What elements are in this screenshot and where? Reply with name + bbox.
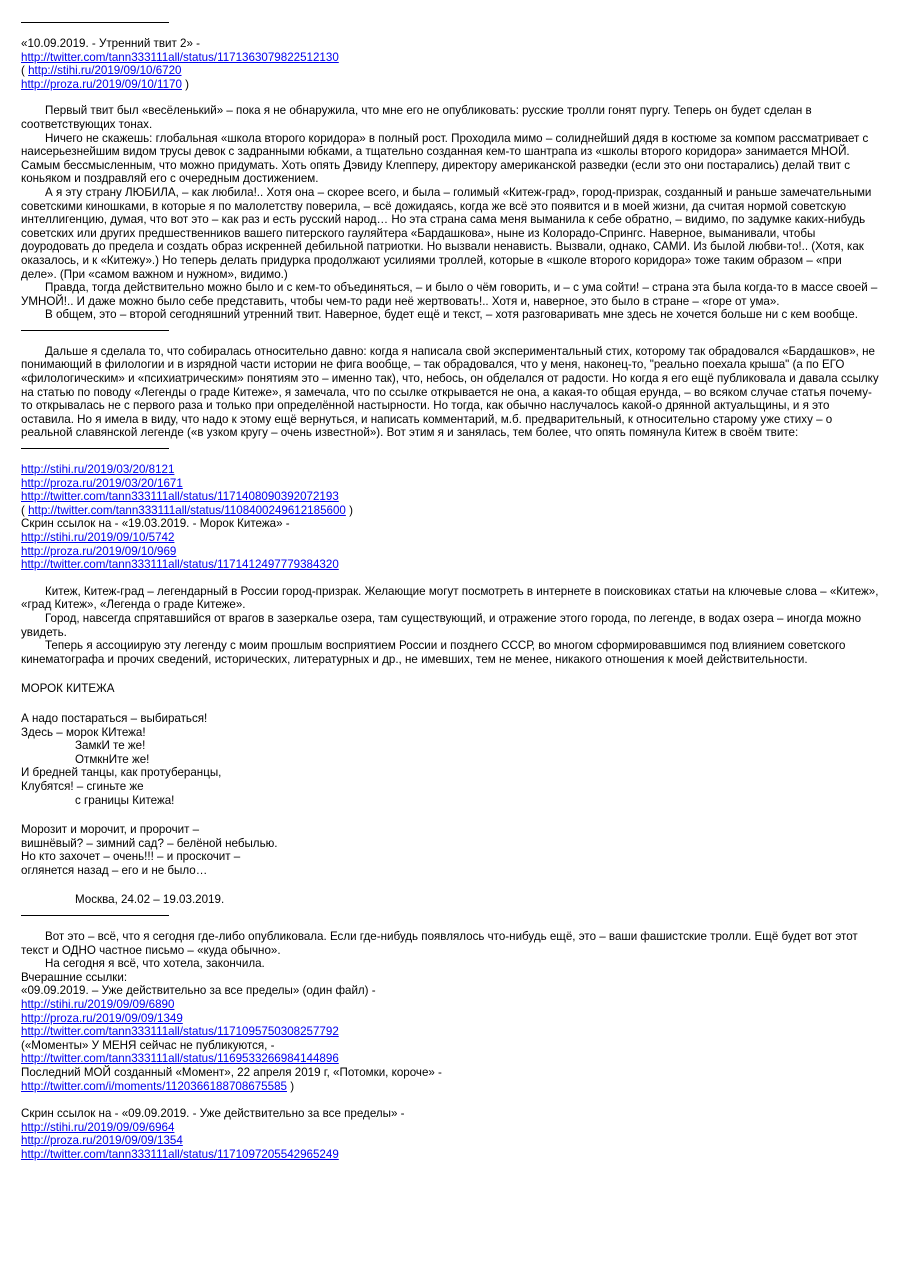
poem-line: ЗамкИ те же! (75, 739, 146, 753)
poem-line: Клубятся! – сгиньте же (21, 779, 144, 793)
paragraph: А я эту страну ЛЮБИЛА, – как любила!.. Хотя она – скорее всего, и была – голимый «Китеж-град», город-призрак, созданный и раньше замечательными советскими киношками, в которые я по малолетству поверила, – всё дожидаясь, когда же всё это появится и в моей жизни, да считая нормой советскую интеллигенцию, думая, что вот это – как раз и есть русский народ… Но эта страна сама меня выманила к себе обратно, – видимо, по задумке каких-нибудь советских или других предшественников вашего питерского гауляйтера «Бардашкова», ныне из Колорадо-Спрингс. Наверное, выманивали, чтобы доуродовать до предела и создать образ искренней дебильной патриотки. Но вызвали ненависть. Вызвали, однако, САМИ. Из былой любви-то!.. (Хотя, как оказалось, и к «Китежу».) Но теперь делать придурка продолжают усилиями троллей, которые в «школе второго коридора» тоже таким образом – «при деле». (При «самом важном и нужном», видимо.) (21, 185, 872, 281)
screen-links-caption: Скрин ссылок на - «19.03.2019. - Морок Китежа» - (21, 517, 290, 531)
paragraph: Дальше я сделала то, что собиралась относительно давно: когда я написала свой экспериментальный стих, которому так обрадовался «Бардашков», не понимающий в филологии и в изрядной части истории не фига вообще, – так обрадовался, что у меня, наконец-то, "реально поехала крыша" (а по ЕГО «филологическим» и «психиатрическим» понятиям это – именно так), что, небось, он обделался от радости. Но когда я его ещё публиковала и давала ссылку на статью по поводу «Легенды о граде Китеже», я замечала, что по ссылке открывается не она, а какая-то общая ерунда, – во всяком случае статья почему-то открывалась не с первого раза и только при определённой настырности. Но тогда, как обычно наслучалось какой-о дрянной актуальщины, и я это оставила. Но я имела в виду, что надо к этому ещё вернуться, и написать комментарий, м.б. предварительный, к относительно старому уже стиху – о реальной славянской легенде («в узком кругу – очень известной»). Вот этим я и занялась, тем более, что опять помянула Китеж в своём твите: (21, 344, 879, 440)
poem-line: И бредней танцы, как протуберанцы, (21, 766, 222, 780)
stihi-link[interactable]: http://stihi.ru/2019/09/10/5742 (21, 531, 175, 544)
paren-close: ) (181, 77, 190, 91)
tweet-header: «10.09.2019. - Утренний твит 2» - (21, 37, 201, 50)
paren-open: ( (21, 503, 29, 517)
twitter-link[interactable]: http://twitter.com/tann333111all/status/1169533266984144896 (21, 1052, 339, 1066)
twitter-link[interactable]: http://twitter.com/tann333111all/status/1171363079822512130 (21, 50, 339, 64)
poem-line: Морозит и морочит, и пророчит – (21, 823, 200, 837)
moments-link[interactable]: http://twitter.com/i/moments/1120366188708675585 (21, 1079, 287, 1093)
paragraph: Правда, тогда действительно можно было и с кем-то объединяться, – и было о чём говорить, и – с ума сойти! – страна эта была когда-то в массе своей – УМНОЙ!.. И даже можно было себе представить, чтобы чем-то ради неё жертвовать!.. Хотя и, наверное, это было в стране – «горе от ума». (21, 281, 878, 308)
screen-links-caption: Скрин ссылок на - «09.09.2019. - Уже действительно за все пределы» - (21, 1107, 405, 1121)
paragraph: Теперь я ассоциирую эту легенду с моим прошлым восприятием России и позднего СССР, во многом сформировавшимся под влиянием советского кинематографа и прочих сведений, исторических, литературных и др., не имевших, тем не менее, никакого отношения к моей действительности. (21, 639, 846, 666)
poem-line: оглянется назад – его и не было… (21, 863, 208, 877)
poem-line: Но кто захочет – очень!!! – и проскочит – (21, 850, 241, 864)
proza-link[interactable]: http://proza.ru/2019/09/09/1349 (21, 1011, 183, 1025)
stihi-link[interactable]: http://stihi.ru/2019/03/20/8121 (21, 463, 175, 477)
twitter-link[interactable]: http://twitter.com/tann333111all/status/1171408090392072193 (21, 490, 339, 504)
last-moment-note: Последний МОЙ созданный «Момент», 22 апреля 2019 г, «Потомки, короче» - (21, 1066, 442, 1079)
paragraph: Ничего не скажешь: глобальная «школа второго коридора» в полный рост. Проходила мимо – солиднейший дядя в костюме за компом рассматривает с наисерьезнейшим видом трусы девок с задранными юбками, а тщательно созданная кем-то шантрапа из «школы второго коридора» занимается МНОЙ. Самым бессмысленным, что можно придумать. Хоть опять Дэвиду Клепперу, директору американской разведки (если это они постарались) делай твит с коньяком и поздравляй его с очередным достижением. (21, 131, 869, 186)
twitter-link[interactable]: http://twitter.com/tann333111all/status/1171097205542965249 (21, 1147, 339, 1161)
moments-note: («Моменты» У МЕНЯ сейчас не публикуются, - (21, 1038, 275, 1052)
paragraph: Первый твит был «весёленький» – пока я не обнаружила, что мне его не опубликовать: русские тролли гонят пургу. Теперь он будет сделан в соответствующих тонах. (21, 104, 812, 131)
stihi-link[interactable]: http://stihi.ru/2019/09/09/6964 (21, 1120, 175, 1134)
paren-open: ( (21, 64, 29, 78)
paren-close: ) (345, 503, 353, 517)
paragraph: В общем, это – второй сегодняшний утренний твит. Наверное, будет ещё и текст, – хотя разговаривать мне здесь не хочется больше ни с кем вообще. (45, 308, 858, 322)
proza-link[interactable]: http://proza.ru/2019/09/10/969 (21, 544, 177, 558)
poem-signature: Москва, 24.02 – 19.03.2019. (75, 893, 225, 907)
poem-line: А надо постараться – выбираться! (21, 711, 208, 725)
poem-title: МОРОК КИТЕЖА (21, 682, 115, 696)
poem-line: ОтмкнИте же! (75, 752, 150, 766)
paren-close: ) (286, 1079, 295, 1093)
paragraph: Китеж, Китеж-град – легендарный в России город-призрак. Желающие могут посмотреть в интернете в поисковиках статьи на ключевые слова – «Китеж», «град Китеж», «Легенда о граде Китеже». (21, 584, 879, 612)
paragraph: Город, навсегда спрятавшийся от врагов в зазеркалье озера, там существующий, и отражение этого города, по легенде, в водах озера – иногда можно увидеть. (21, 611, 862, 639)
proza-link[interactable]: http://proza.ru/2019/09/09/1354 (21, 1134, 183, 1148)
paragraph: На сегодня я всё, что хотела, закончила. (45, 957, 265, 971)
proza-link[interactable]: http://proza.ru/2019/03/20/1671 (21, 476, 183, 490)
proza-link[interactable]: http://proza.ru/2019/09/10/1170 (21, 77, 182, 91)
poem-line: вишнёвый? – зимний сад? – белёной небылью. (21, 836, 278, 850)
yesterday-title: «09.09.2019. – Уже действительно за все пределы» (один файл) - (21, 984, 376, 998)
stihi-link[interactable]: http://stihi.ru/2019/09/10/6720 (28, 64, 182, 78)
twitter-link[interactable]: http://twitter.com/tann333111all/status/1171412497779384320 (21, 558, 339, 572)
poem-line: Здесь – морок КИтежа! (21, 725, 146, 739)
document-page (21, 22, 879, 1162)
twitter-link[interactable]: http://twitter.com/tann333111all/status/1171095750308257792 (21, 1025, 339, 1039)
stihi-link[interactable]: http://stihi.ru/2019/09/09/6890 (21, 998, 175, 1012)
yesterday-links-label: Вчерашние ссылки: (21, 970, 128, 984)
paragraph: Вот это – всё, что я сегодня где-либо опубликовала. Если где-нибудь появлялось что-нибудь ещё, это – ваши фашистские тролли. Ещё будет вот этот текст и ОДНО частное письмо – «куда обычно». (21, 930, 858, 957)
twitter-link[interactable]: http://twitter.com/tann333111all/status/1108400249612185600 (28, 503, 346, 517)
poem-line: с границы Китежа! (75, 793, 175, 807)
